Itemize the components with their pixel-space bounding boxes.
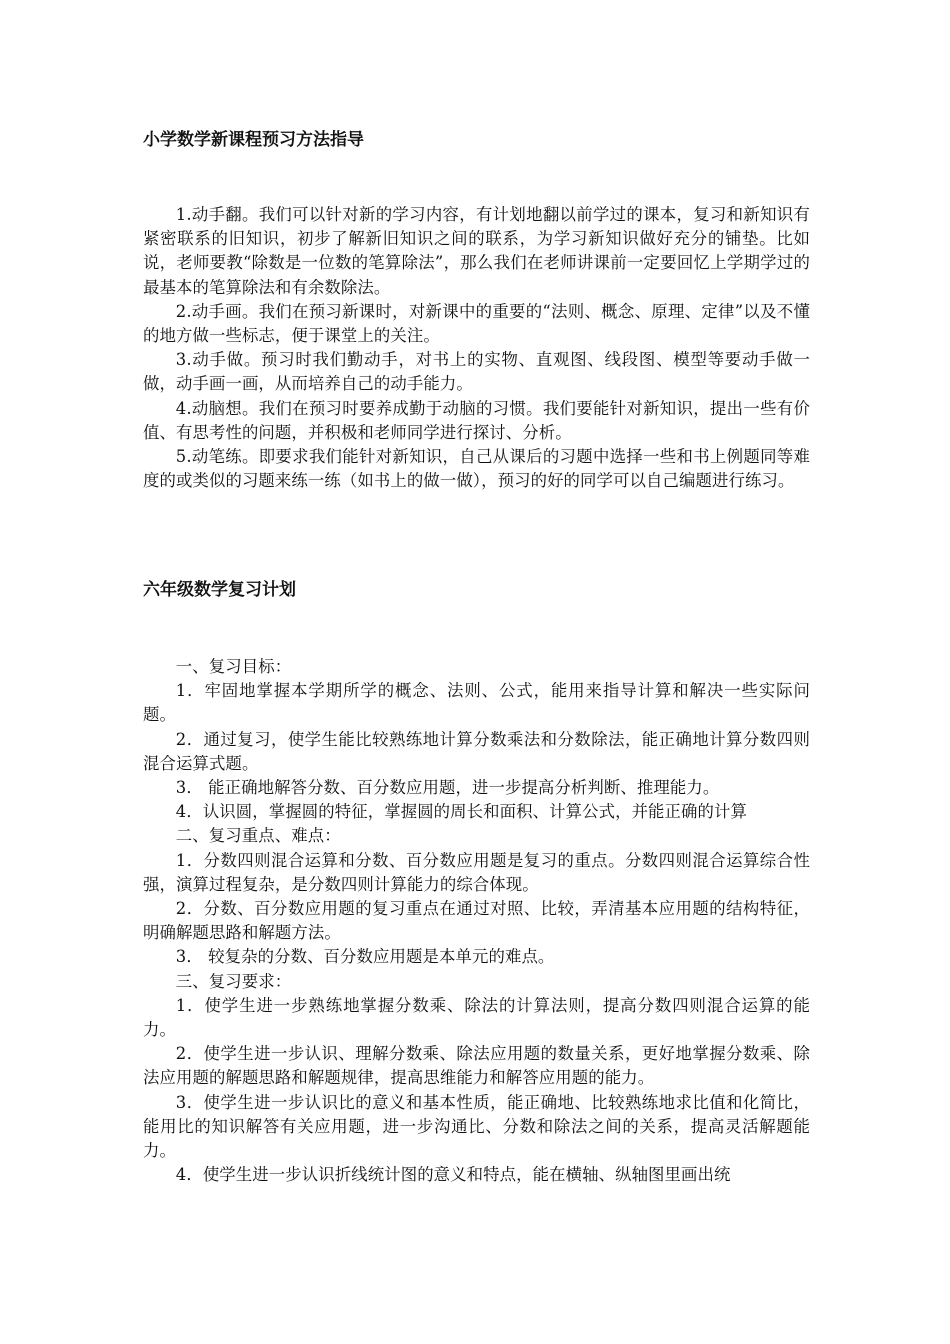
paragraph: 一、复习目标： — [175, 657, 292, 676]
section-body-preview-methods — [143, 203, 810, 493]
paragraph: 2．分数、百分数应用题的复习重点在通过对照、比较，弄清基本应用题的结构特征，明确解题思路和解题方法。 — [143, 899, 810, 943]
paragraph: 3． 较复杂的分数、百分数应用题是本单元的难点。 — [175, 947, 555, 967]
paragraph: 2.动手画。我们在预习新课时，对新课中的重要的“法则、概念、原理、定律”以及不懂的地方做一些标志，便于课堂上的关注。 — [143, 301, 810, 346]
paragraph: 5.动笔练。即要求我们能针对新知识，自己从课后的习题中选择一些和书上例题同等难度的或类似的习题来练一练（如书上的做一做），预习的好的同学可以自己编题进行练习。 — [143, 447, 810, 491]
section-body-review-plan — [143, 655, 810, 1187]
paragraph: 4．认识圆，掌握圆的特征，掌握圆的周长和面积、计算公式，并能正确的计算 — [175, 802, 748, 822]
paragraph: 4．使学生进一步认识折线统计图的意义和特点，能在横轴、纵轴图里画出统 — [175, 1165, 731, 1185]
paragraph: 1．分数四则混合运算和分数、百分数应用题是复习的重点。分数四则混合运算综合性强，演算过程复杂，是分数四则计算能力的综合体现。 — [143, 850, 810, 894]
paragraph: 1．使学生进一步熟练地掌握分数乘、除法的计算法则，提高分数四则混合运算的能力。 — [143, 995, 810, 1040]
paragraph: 1．牢固地掌握本学期所学的概念、法则、公式，能用来指导计算和解决一些实际问题。 — [143, 681, 810, 725]
paragraph: 4.动脑想。我们在预习时要养成勤于动脑的习惯。我们要能针对新知识，提出一些有价值、有思考性的问题，并积极和老师同学进行探讨、分析。 — [143, 398, 810, 442]
section-title-review-plan: 六年级数学复习计划 — [143, 580, 296, 600]
section-title-preview-methods: 小学数学新课程预习方法指导 — [143, 130, 364, 150]
paragraph: 三、复习要求： — [175, 971, 292, 991]
paragraph: 2．通过复习，使学生能比较熟练地计算分数乘法和分数除法，能正确地计算分数四则混合运算式题。 — [143, 729, 810, 773]
paragraph: 2．使学生进一步认识、理解分数乘、除法应用题的数量关系，更好地掌握分数乘、除法应用题的解题思路和解题规律，提高思维能力和解答应用题的能力。 — [143, 1044, 810, 1088]
paragraph: 3． 能正确地解答分数、百分数应用题，进一步提高分析判断、推理能力。 — [175, 778, 720, 798]
paragraph: 1.动手翻。我们可以针对新的学习内容，有计划地翻以前学过的课本，复习和新知识有紧密联系的旧知识，初步了解新旧知识之间的联系，为学习新知识做好充分的铺垫。比如说，老师要教“除数是一位数的笔算除法”，那么我们在老师讲课前一定要回忆上学期学过的最基本的笔算除法和有余数除法。 — [143, 205, 810, 297]
paragraph: 二、复习重点、难点： — [175, 826, 341, 846]
paragraph: 3.动手做。预习时我们勤动手，对书上的实物、直观图、线段图、模型等要动手做一做，动手画一画，从而培养自己的动手能力。 — [143, 350, 810, 394]
paragraph: 3．使学生进一步认识比的意义和基本性质，能正确地、比较熟练地求比值和化简比，能用比的知识解答有关应用题，进一步沟通比、分数和除法之间的关系，提高灵活解题能力。 — [143, 1092, 810, 1161]
